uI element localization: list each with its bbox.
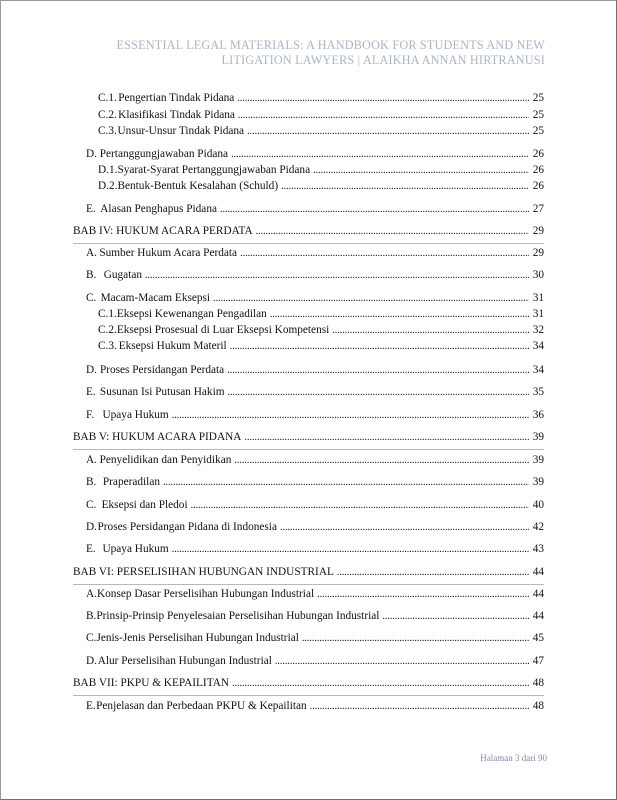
toc-entry-page: 30 [532, 269, 544, 281]
toc-entry-page: 48 [532, 700, 544, 712]
dot-leader [227, 364, 529, 376]
toc-entry-title: Praperadilan [102, 476, 160, 488]
toc-entry-number: A. [86, 588, 97, 600]
dot-leader [238, 109, 529, 121]
toc-entry-page: 44 [532, 588, 544, 600]
toc-entry-page: 32 [532, 324, 544, 336]
toc-entry-number: A. [86, 247, 97, 259]
dot-leader [256, 225, 529, 237]
dot-leader [240, 247, 529, 259]
dot-leader [302, 632, 529, 644]
toc-entry-number: E. [86, 386, 96, 398]
toc-entry-page: 31 [532, 292, 544, 304]
toc-entry-number: F. [86, 409, 95, 421]
toc-entry-number: D.2. [98, 180, 118, 192]
toc-entry[interactable] [98, 340, 544, 352]
toc-entry-title: Sumber Hukum Acara Perdata [99, 247, 238, 259]
toc-entry-page: 45 [532, 632, 544, 644]
toc-entry-number: D. [86, 655, 97, 667]
page-number-footer: Halaman 3 dari 90 [480, 753, 547, 763]
toc-entry-number: B. [86, 269, 97, 281]
toc-entry-number: C.1. [98, 308, 117, 320]
toc-entry-page: 40 [532, 499, 544, 511]
dot-leader [172, 543, 529, 555]
toc-entry-page: 42 [532, 521, 544, 533]
toc-entry-title: BAB IV: HUKUM ACARA PERDATA [73, 225, 253, 237]
toc-entry-number: D. [86, 148, 97, 160]
toc-entry-title: BAB VII: PKPU & KEPAILITAN [73, 677, 230, 689]
toc-chapter[interactable] [73, 677, 544, 689]
toc-entry-number: C.3. [98, 340, 117, 352]
dot-leader [310, 700, 529, 712]
toc-entry-title: Pertanggungjawaban Pidana [99, 148, 229, 160]
toc-entry-page: 48 [532, 677, 544, 689]
toc-entry-page: 44 [532, 566, 544, 578]
toc-entry-title: Klasifikasi Tindak Pidana [118, 109, 235, 121]
toc-chapter[interactable] [73, 225, 544, 237]
toc-entry-page: 26 [532, 180, 544, 192]
toc-entry[interactable] [98, 164, 544, 176]
toc-entry-number: C.1. [98, 92, 117, 104]
dot-leader [270, 308, 529, 320]
toc-entry-title: Proses Persidangan Pidana di Indonesia [97, 521, 277, 533]
dot-leader [231, 148, 529, 160]
toc-entry[interactable] [86, 700, 544, 712]
toc-entry-number: C.3. [98, 125, 117, 137]
toc-entry[interactable] [86, 269, 544, 281]
toc-chapter[interactable] [73, 431, 544, 443]
toc-entry-page: 47 [532, 655, 544, 667]
toc-entry[interactable] [86, 203, 544, 215]
dot-leader [382, 610, 529, 622]
toc-entry-page: 25 [532, 125, 544, 137]
toc-entry-page: 36 [532, 409, 544, 421]
dot-leader [237, 92, 529, 104]
toc-entry-title: Prinsip-Prinsip Penyelesaian Perselisihan Hubungan Industrial [96, 610, 380, 622]
chapter-divider [73, 243, 544, 244]
toc-entry-title: BAB V: HUKUM ACARA PIDANA [73, 431, 242, 443]
header-line-2: LITIGATION LAWYERS | ALAIKHA ANNAN HIRTRANUSI [221, 53, 545, 67]
dot-leader [281, 180, 529, 192]
toc-entry-page: 43 [532, 543, 544, 555]
toc-entry[interactable] [86, 364, 544, 376]
toc-entry-page: 25 [532, 109, 544, 121]
toc-entry-number: B. [86, 476, 97, 488]
toc-entry[interactable] [86, 543, 544, 555]
toc-entry-title: Syarat-Syarat Pertanggungjawaban Pidana [117, 164, 311, 176]
toc-entry-page: 25 [532, 92, 544, 104]
toc-entry-page: 27 [532, 203, 544, 215]
toc-entry-title: Gugatan [103, 269, 142, 281]
toc-entry-page: 39 [532, 431, 544, 443]
dot-leader [220, 203, 529, 215]
toc-entry-title: Upaya Hukum [102, 409, 169, 421]
toc-entry-number: C. [86, 632, 97, 644]
toc-entry-number: E. [86, 700, 96, 712]
toc-entry-page: 34 [532, 340, 544, 352]
toc-entry[interactable] [86, 409, 544, 421]
toc-entry-number: D. [86, 364, 97, 376]
toc-entry-title: Proses Persidangan Perdata [99, 364, 225, 376]
toc-entry[interactable] [98, 109, 544, 121]
dot-leader [280, 521, 529, 533]
toc-entry-page: 44 [532, 610, 544, 622]
toc-entry-title: Jenis-Jenis Perselisihan Hubungan Industrial [96, 632, 299, 644]
toc-entry[interactable] [86, 476, 544, 488]
dot-leader [337, 566, 529, 578]
toc-entry-title: Eksepsi Hukum Materil [118, 340, 227, 352]
toc-entry-page: 39 [532, 454, 544, 466]
dot-leader [317, 588, 529, 600]
toc-entry-page: 39 [532, 476, 544, 488]
toc-entry[interactable] [86, 454, 544, 466]
running-header [65, 38, 545, 68]
dot-leader [163, 476, 529, 488]
toc-entry-title: Pengertian Tindak Pidana [118, 92, 235, 104]
toc-entry-title: Eksepsi dan Pledoi [101, 499, 188, 511]
toc-entry-page: 29 [532, 247, 544, 259]
toc-entry-title: Alur Perselisihan Hubungan Industrial [97, 655, 272, 667]
toc-entry-title: Eksepsi Prosesual di Luar Eksepsi Kompetensi [116, 324, 330, 336]
toc-entry[interactable] [86, 521, 544, 533]
toc-entry-title: Penjelasan dan Perbedaan PKPU & Kepailitan [96, 700, 307, 712]
toc-entry[interactable] [98, 308, 544, 320]
toc-entry-title: Upaya Hukum [102, 543, 169, 555]
toc-entry-title: Susunan Isi Putusan Hakim [99, 386, 225, 398]
toc-entry-page: 31 [532, 308, 544, 320]
toc-entry[interactable] [86, 632, 544, 644]
toc-entry[interactable] [98, 125, 544, 137]
dot-leader [172, 409, 529, 421]
toc-entry-page: 34 [532, 364, 544, 376]
dot-leader [234, 454, 529, 466]
toc-entry-page: 26 [532, 164, 544, 176]
toc-entry-number: C.2. [98, 109, 117, 121]
toc-entry[interactable] [86, 655, 544, 667]
header-line-1: ESSENTIAL LEGAL MATERIALS: A HANDBOOK FOR STUDENTS AND NEW [116, 38, 545, 52]
toc-entry-title: Alasan Penghapus Pidana [100, 203, 217, 215]
toc-entry-title: Konsep Dasar Perselisihan Hubungan Industrial [96, 588, 315, 600]
dot-leader [332, 324, 529, 336]
toc-entry[interactable] [98, 324, 544, 336]
chapter-divider [73, 584, 544, 585]
toc-entry-number: A. [86, 454, 97, 466]
chapter-divider [73, 695, 544, 696]
dot-leader [244, 431, 529, 443]
toc-chapter[interactable] [73, 566, 544, 578]
toc-entry-number: B. [86, 610, 97, 622]
dot-leader [313, 164, 529, 176]
toc-entry[interactable] [86, 292, 544, 304]
toc-entry[interactable] [98, 92, 544, 104]
dot-leader [228, 386, 529, 398]
dot-leader [230, 340, 529, 352]
toc-entry[interactable] [86, 148, 544, 160]
toc-entry-title: BAB VI: PERSELISIHAN HUBUNGAN INDUSTRIAL [73, 566, 334, 578]
toc-entry-page: 26 [532, 148, 544, 160]
toc-entry-page: 35 [532, 386, 544, 398]
dot-leader [145, 269, 529, 281]
toc-entry[interactable] [86, 499, 544, 511]
toc-entry-title: Unsur-Unsur Tindak Pidana [117, 125, 245, 137]
toc-entry-number: C.2. [98, 324, 117, 336]
dot-leader [275, 655, 529, 667]
toc-entry-number: E. [86, 203, 96, 215]
chapter-divider [73, 449, 544, 450]
toc-entry[interactable] [86, 588, 544, 600]
toc-entry-title: Eksepsi Kewenangan Pengadilan [116, 308, 267, 320]
toc-entry-number: D. [86, 521, 97, 533]
toc-entry-number: C. [86, 499, 97, 511]
toc-entry-title: Bentuk-Bentuk Kesalahan (Schuld) [117, 180, 279, 192]
toc-entry-number: E. [86, 543, 96, 555]
toc-entry-title: Penyelidikan dan Penyidikan [99, 454, 232, 466]
dot-leader [247, 125, 529, 137]
toc-entry-title: Macam-Macam Eksepsi [100, 292, 211, 304]
toc-entry-number: C. [86, 292, 97, 304]
dot-leader [191, 499, 529, 511]
toc-entry-number: D.1. [98, 164, 118, 176]
toc-entry[interactable] [98, 180, 544, 192]
dot-leader [232, 677, 529, 689]
toc-entry-page: 29 [532, 225, 544, 237]
toc-entry[interactable] [86, 386, 544, 398]
dot-leader [213, 292, 529, 304]
toc-entry[interactable] [86, 610, 544, 622]
toc-entry[interactable] [86, 247, 544, 259]
